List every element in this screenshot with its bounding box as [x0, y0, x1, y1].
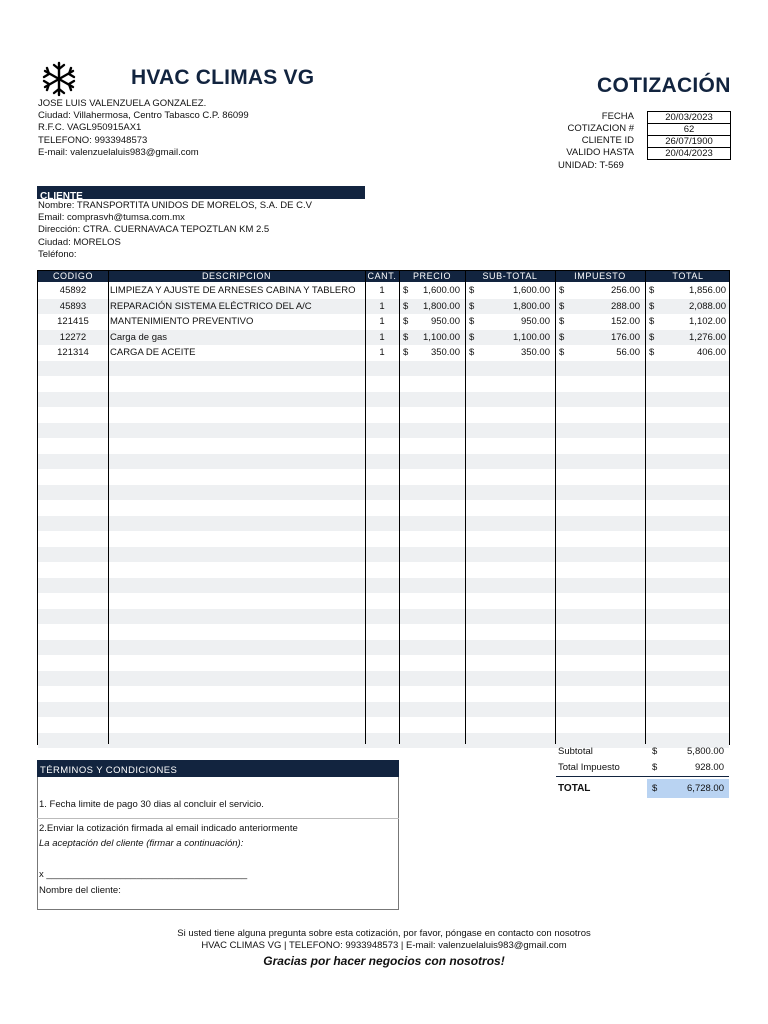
row-stripe	[38, 361, 729, 377]
cliente-telefono: Teléfono:	[38, 248, 77, 260]
fecha-label: FECHA	[601, 111, 634, 122]
terms-divider	[37, 818, 399, 819]
row-stripe	[38, 702, 729, 718]
col-divider	[399, 271, 400, 744]
cell-currency: $	[649, 331, 655, 343]
unidad-label: UNIDAD: T-569	[558, 160, 624, 171]
cell-subtotal: 1,600.00	[513, 285, 550, 296]
fecha-value: 20/03/2023	[647, 111, 731, 124]
subtotal-value: 5,800.00	[687, 746, 724, 757]
cell-cant: 1	[379, 316, 385, 327]
row-stripe	[38, 516, 729, 532]
terms-line-2: 2.Enviar la cotización firmada al email indicado anteriormente	[39, 823, 298, 834]
cell-codigo: 12272	[59, 331, 87, 343]
cell-descripcion: MANTENIMIENTO PREVENTIVO	[110, 316, 254, 327]
cell-precio: 1,600.00	[423, 285, 460, 296]
cell-precio: 950.00	[430, 316, 460, 327]
col-cant: CANT.	[367, 271, 397, 281]
cell-precio: 1,100.00	[423, 331, 460, 343]
terms-line-1: 1. Fecha limite de pago 30 dias al concluir el servicio.	[39, 799, 264, 810]
cell-cant: 1	[379, 285, 385, 296]
total-value: 6,728.00	[687, 783, 724, 794]
cell-total: 1,856.00	[689, 285, 726, 296]
cell-currency: $	[469, 331, 475, 343]
cell-impuesto: 256.00	[610, 285, 640, 296]
subtotal-currency: $	[652, 746, 658, 757]
cliente-email: Email: comprasvh@tumsa.com.mx	[38, 212, 185, 224]
col-impuesto: IMPUESTO	[574, 271, 626, 281]
cell-impuesto: 288.00	[610, 300, 640, 312]
cell-currency: $	[403, 347, 409, 358]
snowflake-icon	[40, 60, 78, 98]
cell-total: 1,102.00	[689, 316, 726, 327]
cliente-id-value: 26/07/1900	[647, 135, 731, 148]
cell-currency: $	[559, 285, 565, 296]
table-header	[38, 271, 729, 282]
cell-cant: 1	[379, 300, 385, 312]
cliente-id-label: CLIENTE ID	[581, 135, 634, 146]
col-total: TOTAL	[672, 271, 704, 281]
cell-subtotal: 1,800.00	[513, 300, 550, 312]
cell-currency: $	[559, 300, 565, 312]
row-stripe	[38, 733, 729, 749]
cell-codigo: 45893	[59, 300, 87, 312]
company-info	[38, 98, 249, 159]
row-stripe	[38, 609, 729, 625]
cell-subtotal: 1,100.00	[513, 331, 550, 343]
signature-line: x ______________________________________	[39, 869, 248, 880]
cell-total: 1,276.00	[689, 331, 726, 343]
company-phone: TELEFONO: 9933948573	[38, 134, 148, 146]
cell-currency: $	[649, 347, 655, 358]
cell-codigo: 121415	[57, 316, 89, 327]
cell-precio: 1,800.00	[423, 300, 460, 312]
cell-currency: $	[403, 300, 409, 312]
cell-cant: 1	[379, 347, 385, 358]
owner-name: JOSE LUIS VALENZUELA GONZALEZ.	[38, 98, 207, 109]
cliente-ciudad: Ciudad: MORELOS	[38, 236, 121, 248]
cell-total: 406.00	[696, 347, 726, 358]
impuesto-label: Total Impuesto	[558, 762, 620, 773]
cell-subtotal: 350.00	[520, 347, 550, 358]
row-stripe	[38, 640, 729, 656]
cell-currency: $	[469, 316, 475, 327]
row-stripe	[38, 392, 729, 408]
total-currency: $	[652, 783, 658, 794]
company-rfc: R.F.C. VAGL950915AX1	[38, 122, 142, 134]
row-stripe	[38, 578, 729, 594]
cell-total: 2,088.00	[689, 300, 726, 312]
cell-impuesto: 152.00	[610, 316, 640, 327]
footer-contact-info: HVAC CLIMAS VG | TELEFONO: 9933948573 | E-mail: valenzuelaluis983@gmail.com	[201, 940, 567, 951]
row-stripe	[38, 485, 729, 501]
cliente-direccion: Dirección: CTRA. CUERNAVACA TEPOZTLAN KM 2.5	[38, 224, 270, 236]
row-stripe	[38, 454, 729, 470]
items-table	[37, 270, 730, 745]
col-divider	[108, 271, 109, 744]
col-descripcion: DESCRIPCION	[201, 271, 272, 281]
cell-descripcion: LIMPIEZA Y AJUSTE DE ARNESES CABINA Y TABLERO	[110, 285, 356, 296]
cliente-nombre: Nombre: TRANSPORTITA UNIDOS DE MORELOS, S.A. DE C.V	[38, 200, 312, 211]
terms-header	[37, 760, 399, 777]
total-label: TOTAL	[558, 783, 591, 794]
cell-currency: $	[403, 316, 409, 327]
cell-currency: $	[469, 300, 475, 312]
col-divider	[465, 271, 466, 744]
cell-descripcion: Carga de gas	[110, 331, 168, 343]
cotizacion-label: COTIZACION #	[567, 123, 634, 134]
cell-currency: $	[649, 300, 655, 312]
row-stripe	[38, 671, 729, 687]
cell-currency: $	[649, 285, 655, 296]
cell-currency: $	[559, 331, 565, 343]
footer-thanks: Gracias por hacer negocios con nosotros!	[263, 954, 505, 968]
valido-label: VALIDO HASTA	[566, 147, 634, 158]
footer-contact-note: Si usted tiene alguna pregunta sobre esta cotización, por favor, póngase en contacto con nosotros	[177, 928, 591, 939]
cell-descripcion: REPARACIÓN SISTEMA ELÉCTRICO DEL A/C	[110, 300, 312, 312]
col-subtotal: SUB-TOTAL	[482, 271, 538, 281]
col-divider	[555, 271, 556, 744]
terms-title: TÉRMINOS Y CONDICIONES	[40, 765, 178, 776]
cell-impuesto: 176.00	[610, 331, 640, 343]
valido-value: 20/04/2023	[647, 147, 731, 160]
cell-currency: $	[403, 331, 409, 343]
row-stripe	[38, 423, 729, 439]
cell-currency: $	[559, 347, 565, 358]
cliente-info	[38, 200, 312, 261]
cell-precio: 350.00	[430, 347, 460, 358]
client-name-line: Nombre del cliente:	[39, 885, 121, 896]
cell-currency: $	[559, 316, 565, 327]
company-address: Ciudad: Villahermosa, Centro Tabasco C.P. 86099	[38, 110, 249, 122]
col-divider	[645, 271, 646, 744]
cell-currency: $	[403, 285, 409, 296]
cotizacion-value: 62	[647, 123, 731, 136]
cell-currency: $	[469, 347, 475, 358]
cell-descripcion: CARGA DE ACEITE	[110, 347, 196, 358]
impuesto-value: 928.00	[694, 762, 724, 773]
cliente-header	[37, 186, 365, 202]
totals-divider	[556, 776, 729, 777]
terms-line-3: La aceptación del cliente (firmar a continuación):	[39, 838, 244, 849]
col-precio: PRECIO	[412, 271, 452, 281]
cell-codigo: 45892	[59, 285, 87, 296]
subtotal-label: Subtotal	[558, 746, 593, 757]
cell-cant: 1	[379, 331, 385, 343]
cell-subtotal: 950.00	[520, 316, 550, 327]
cell-currency: $	[469, 285, 475, 296]
impuesto-currency: $	[652, 762, 658, 773]
cell-currency: $	[649, 316, 655, 327]
company-name: HVAC CLIMAS VG	[131, 66, 315, 89]
document-title: COTIZACIÓN	[597, 74, 731, 97]
cell-impuesto: 56.00	[616, 347, 640, 358]
row-stripe	[38, 547, 729, 563]
col-codigo: CODIGO	[52, 271, 94, 281]
company-email: E-mail: valenzuelaluis983@gmail.com	[38, 146, 199, 158]
cell-codigo: 121314	[57, 347, 89, 358]
cliente-title: CLIENTE	[40, 191, 83, 202]
